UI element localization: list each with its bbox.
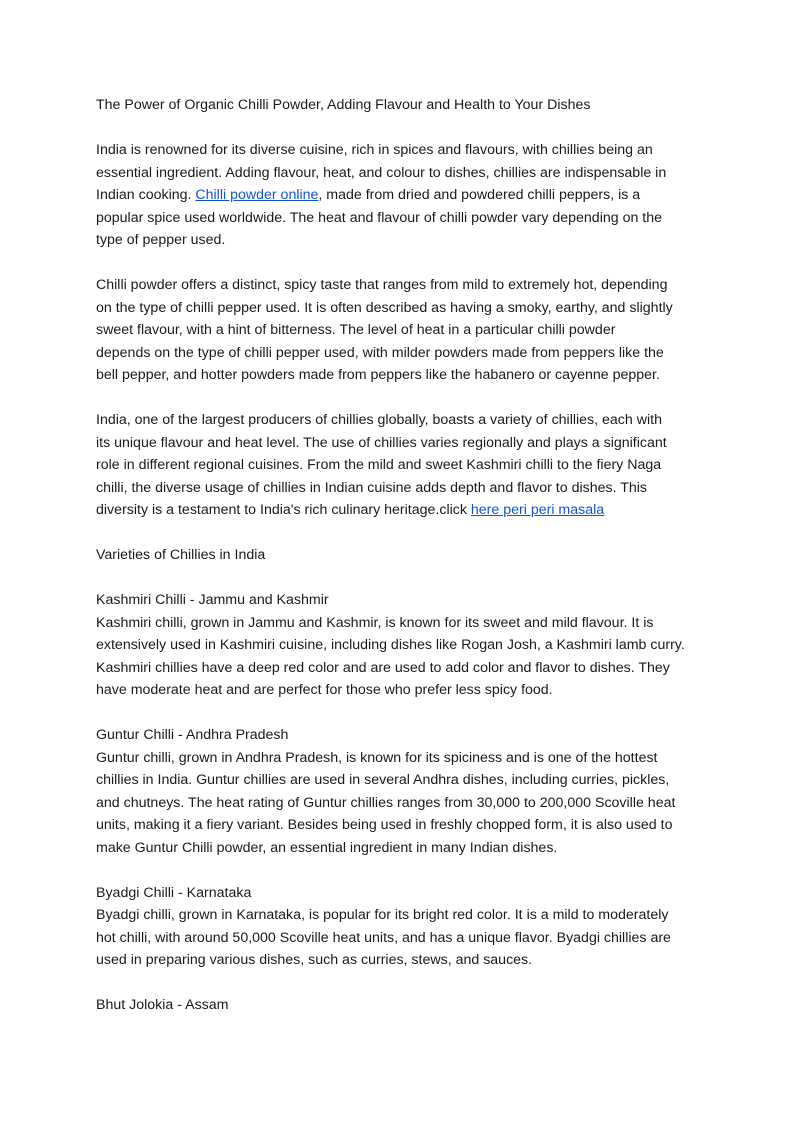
paragraph-line: chillies in India. Guntur chillies are used in several Andhra dishes, including curries, pickles,: [96, 772, 670, 788]
paragraph-line: depends on the type of chilli pepper used, with milder powders made from peppers like the: [96, 344, 664, 361]
paragraph-line: India is renowned for its diverse cuisine, rich in spices and flavours, with chillies being an: [96, 142, 653, 158]
paragraph-line: [96, 184, 702, 207]
paragraph-line: sweet flavour, with a hint of bitterness. The level of heat in a particular chilli powder: [96, 322, 616, 338]
subsection-heading: Kashmiri Chilli - Jammu and Kashmir: [96, 592, 329, 608]
paragraph-line: Guntur chilli, grown in Andhra Pradesh, is known for its spiciness and is one of the hottest: [96, 749, 658, 766]
document-body: [96, 94, 702, 1039]
paragraph-line: its unique flavour and heat level. The use of chillies varies regionally and plays a significant: [96, 434, 667, 451]
paragraph-line: bell pepper, and hotter powders made from peppers like the habanero or cayenne pepper.: [96, 367, 660, 383]
paragraph-line: [96, 499, 702, 522]
guntur-section: [96, 724, 702, 859]
paragraph-line: popular spice used worldwide. The heat and flavour of chilli powder vary depending on the: [96, 209, 663, 226]
line-text: , made from dried and powdered chilli peppers, is a: [318, 187, 641, 203]
paragraph-line: have moderate heat and are perfect for those who prefer less spicy food.: [96, 682, 553, 698]
subsection-heading: Guntur Chilli - Andhra Pradesh: [96, 727, 289, 743]
bhut-jolokia-section: [96, 994, 702, 1017]
paragraph-line: chilli, the diverse usage of chillies in Indian cuisine adds depth and flavor to dishes. This: [96, 479, 648, 496]
paragraph-line: units, making it a fiery variant. Besides being used in freshly chopped form, it is also used to: [96, 817, 673, 833]
intro-paragraph: [96, 139, 702, 252]
paragraph-line: essential ingredient. Adding flavour, heat, and colour to dishes, chillies are indispensable in: [96, 164, 667, 181]
paragraph-line: Chilli powder offers a distinct, spicy taste that ranges from mild to extremely hot, depending: [96, 277, 668, 293]
paragraph-line: Kashmiri chilli, grown in Jammu and Kashmir, is known for its sweet and mild flavour. It is: [96, 614, 654, 631]
paragraph-line: used in preparing various dishes, such as curries, stews, and sauces.: [96, 952, 533, 968]
paragraph-line: role in different regional cuisines. From the mild and sweet Kashmiri chilli to the fiery Naga: [96, 457, 662, 473]
varieties-heading-block: [96, 544, 702, 567]
chilli-powder-online-link[interactable]: Chilli powder online: [195, 187, 319, 203]
kashmiri-section: [96, 589, 702, 702]
paragraph-line: make Guntur Chilli powder, an essential ingredient in many Indian dishes.: [96, 839, 558, 856]
document-title: The Power of Organic Chilli Powder, Adding Flavour and Health to Your Dishes: [96, 97, 591, 113]
paragraph-line: type of pepper used.: [96, 232, 226, 248]
section-heading: Varieties of Chillies in India: [96, 547, 266, 563]
paragraph-line: extensively used in Kashmiri cuisine, including dishes like Rogan Josh, a Kashmiri lamb curry.: [96, 637, 685, 653]
paragraph-line: India, one of the largest producers of chillies globally, boasts a variety of chillies, each with: [96, 412, 662, 428]
india-paragraph: [96, 409, 702, 522]
taste-paragraph: [96, 274, 702, 387]
subsection-heading: Bhut Jolokia - Assam: [96, 997, 229, 1013]
paragraph-line: Byadgi chilli, grown in Karnataka, is popular for its bright red color. It is a mild to moderately: [96, 907, 669, 923]
subsection-heading: Byadgi Chilli - Karnataka: [96, 884, 252, 901]
byadgi-section: [96, 882, 702, 972]
line-text: Indian cooking.: [96, 187, 196, 203]
peri-peri-masala-link[interactable]: here peri peri masala: [470, 502, 605, 518]
line-text: diversity is a testament to India's rich culinary heritage.click: [96, 502, 471, 518]
paragraph-line: on the type of chilli pepper used. It is often described as having a smoky, earthy, and slightly: [96, 299, 673, 316]
paragraph-line: and chutneys. The heat rating of Guntur chillies ranges from 30,000 to 200,000 Scoville heat: [96, 794, 676, 811]
paragraph-line: hot chilli, with around 50,000 Scoville heat units, and has a unique flavor. Byadgi chillies are: [96, 929, 671, 946]
paragraph-line: Kashmiri chillies have a deep red color and are used to add color and flavor to dishes. They: [96, 659, 670, 676]
